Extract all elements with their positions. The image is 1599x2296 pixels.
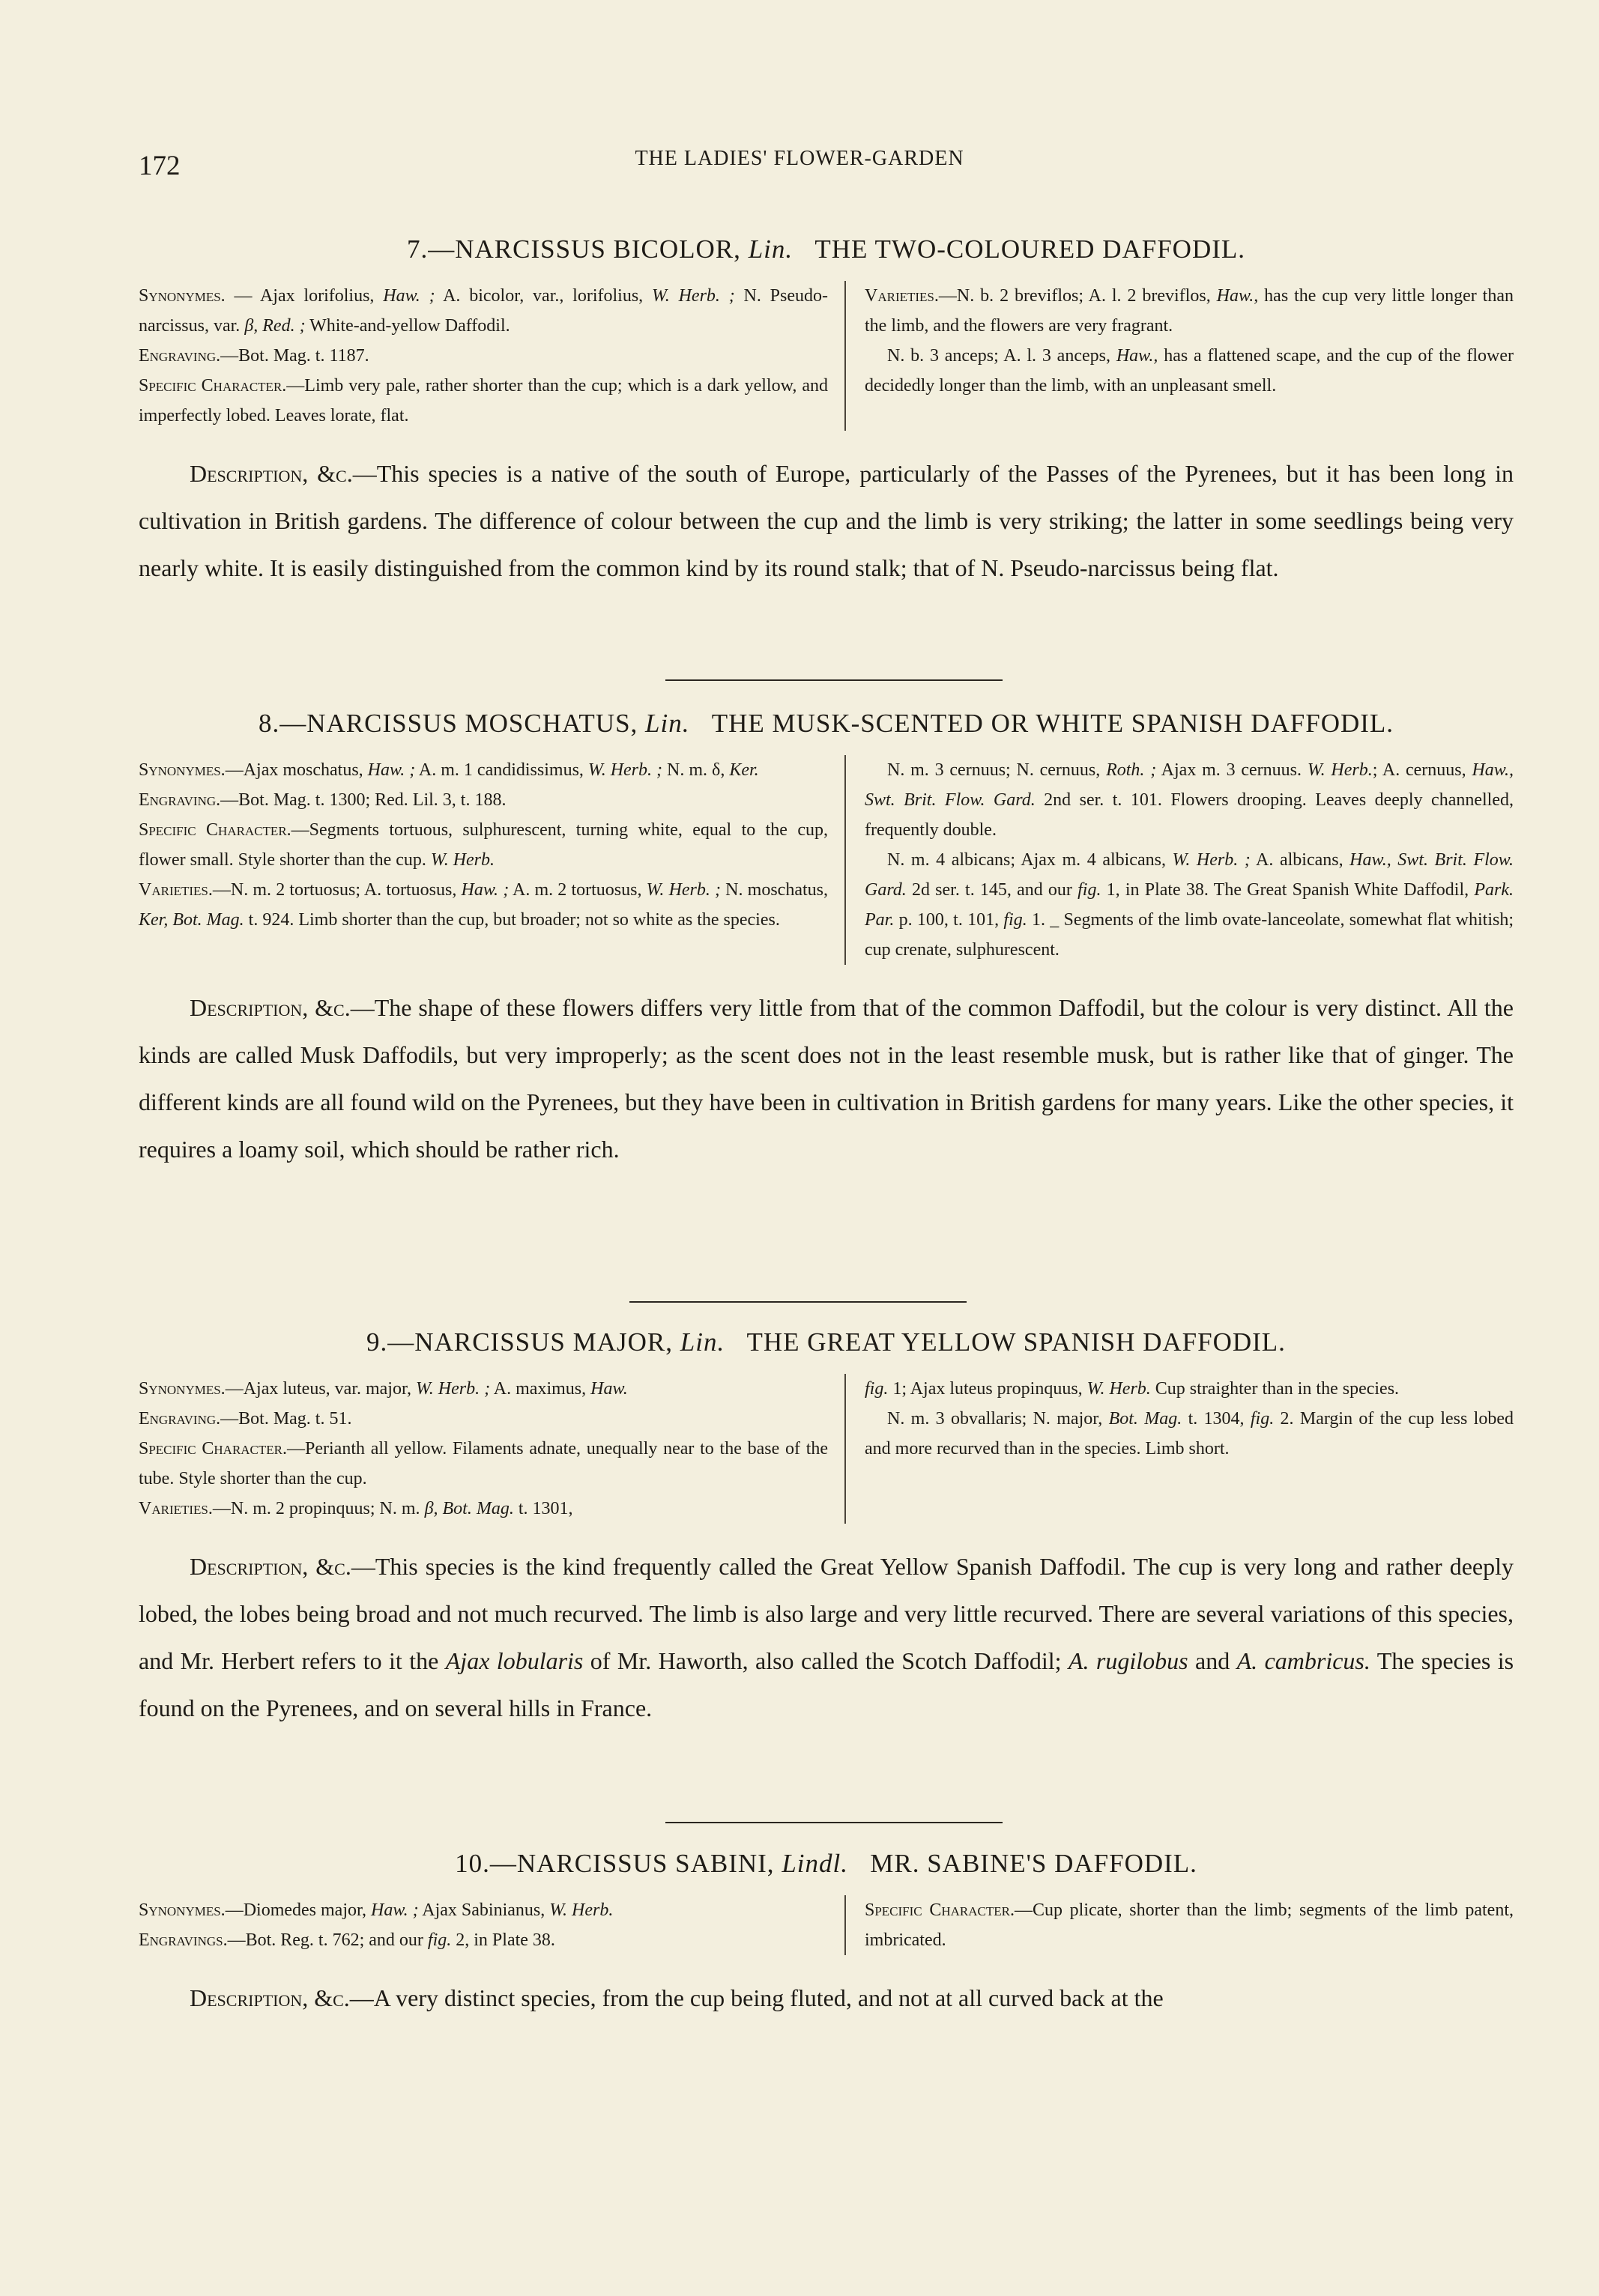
engraving-paragraph: Engraving.—Bot. Mag. t. 1187. (139, 346, 369, 366)
section-narcissus-bicolor (139, 234, 1514, 592)
engravings-paragraph: Engravings.—Bot. Reg. t. 762; and our fig. 2, in Plate 38. (139, 1930, 555, 1950)
synonym-columns (139, 1895, 1514, 1955)
varieties-paragraph: N. m. 4 albicans; Ajax m. 4 albicans, W. Herb. ; A. albicans, Haw., Swt. Brit. Flow. Gard. 2d ser. t. 145, and our fig. 1, in Plate 38. The Great Spanish White Daffodil, Park. Par. p. 100, t. 101, fig. 1. _ Segments of the limb ovate-lanceolate, somewhat flat whitish; cup crenate, sulphurescent. (865, 850, 1514, 960)
section-divider (665, 679, 1003, 681)
right-column (844, 1895, 1514, 1955)
description-paragraph: Description, &c.—The shape of these flowers differs very little from that of the common Daffodil, but the colour is very distinct. All the kinds are called Musk Daffodils, but very improperly; as the scent does not in the least resemble musk, but is rather like that of ginger. The different kinds are all found wild on the Pyrenees, but they have been in cultivation in British gardens for many years. Like the other species, it requires a loamy soil, which should be rather rich. (139, 994, 1514, 1163)
section-narcissus-moschatus (139, 709, 1514, 1173)
right-column (844, 755, 1514, 965)
varieties-paragraph: fig. 1; Ajax luteus propinquus, W. Herb. Cup straighter than in the species. (865, 1379, 1400, 1399)
specific-character-paragraph: Specific Character.—Segments tortuous, sulphurescent, turning white, equal to the cup, flower small. Style shorter than the cup. W. Herb. (139, 820, 828, 870)
varieties-paragraph: N. m. 3 cernuus; N. cernuus, Roth. ; Ajax m. 3 cernuus. W. Herb.; A. cernuus, Haw., Swt. Brit. Flow. Gard. 2nd ser. t. 101. Flowers drooping. Leaves deeply channelled, frequently double. (865, 760, 1514, 840)
left-column (139, 281, 844, 431)
varieties-paragraph: Varieties.—N. m. 2 propinquus; N. m. β, Bot. Mag. t. 1301, (139, 1499, 573, 1518)
section-divider (629, 1301, 967, 1303)
engraving-paragraph: Engraving.—Bot. Mag. t. 1300; Red. Lil. 3, t. 188. (139, 790, 507, 810)
varieties-paragraph: N. m. 3 obvallaris; N. major, Bot. Mag. t. 1304, fig. 2. Margin of the cup less lobed and more recurved than in the species. Limb short. (865, 1409, 1514, 1459)
synonym-columns (139, 755, 1514, 965)
synonymes-paragraph: Synonymes.—Ajax moschatus, Haw. ; A. m. 1 candidissimus, W. Herb. ; N. m. δ, Ker. (139, 760, 759, 780)
specific-character-paragraph: Specific Character.—Perianth all yellow. Filaments adnate, unequally near to the base of the tube. Style shorter than the cup. (139, 1439, 829, 1488)
synonymes-paragraph: Synonymes.—Ajax luteus, var. major, W. Herb. ; A. maximus, Haw. (139, 1379, 628, 1399)
right-column (844, 1374, 1514, 1524)
left-column (139, 1374, 844, 1524)
synonym-columns (139, 1374, 1514, 1524)
section-title: 7.—NARCISSUS BICOLOR, Lin. THE TWO-COLOURED DAFFODIL. (406, 234, 1246, 264)
varieties-paragraph: Varieties.—N. m. 2 tortuosus; A. tortuosus, Haw. ; A. m. 2 tortuosus, W. Herb. ; N. moschatus, Ker, Bot. Mag. t. 924. Limb shorter than the cup, but broader; not so white as the species. (139, 880, 828, 930)
section-narcissus-sabini (139, 1849, 1514, 2022)
varieties-paragraph: N. b. 3 anceps; A. l. 3 anceps, Haw., has a flattened scape, and the cup of the flower decidedly longer than the limb, with an unpleasant smell. (865, 346, 1514, 396)
description-paragraph: Description, &c.—This species is the kind frequently called the Great Yellow Spanish Daffodil. The cup is very long and rather deeply lobed, the lobes being broad and not much recurved. The limb is also large and very little recurved. There are several variations of this species, and Mr. Herbert refers to it the Ajax lobularis of Mr. Haworth, also called the Scotch Daffodil; A. rugilobus and A. cambricus. The species is found on the Pyrenees, and on several hills in France. (139, 1553, 1514, 1721)
synonymes-paragraph: Synonymes.—Diomedes major, Haw. ; Ajax Sabinianus, W. Herb. (139, 1900, 614, 1920)
synonymes-paragraph: Synonymes. — Ajax lorifolius, Haw. ; A. bicolor, var., lorifolius, W. Herb. ; N. Pseudo-narcissus, var. β, Red. ; White-and-yellow Daffodil. (139, 286, 829, 336)
description-paragraph: Description, &c.—A very distinct species, from the cup being fluted, and not at all curved back at the (190, 1984, 1164, 2011)
section-divider (665, 1822, 1003, 1823)
running-title: THE LADIES' FLOWER-GARDEN (635, 147, 964, 170)
varieties-paragraph: Varieties.—N. b. 2 breviflos; A. l. 2 breviflos, Haw., has the cup very little longer than the limb, and the flowers are very fragrant. (865, 286, 1514, 336)
description-paragraph: Description, &c.—This species is a native of the south of Europe, particularly of the Passes of the Pyrenees, but it has been long in cultivation in British gardens. The difference of colour between the cup and the limb is very striking; the latter in some seedlings being very nearly white. It is easily distinguished from the common kind by its round stalk; that of N. Pseudo-narcissus being flat. (139, 460, 1514, 581)
section-title: 9.—NARCISSUS MAJOR, Lin. THE GREAT YELLOW SPANISH DAFFODIL. (366, 1327, 1286, 1357)
left-column (139, 1895, 844, 1955)
specific-character-paragraph: Specific Character.—Cup plicate, shorter than the limb; segments of the limb patent, imbricated. (865, 1900, 1514, 1950)
page-number: 172 (139, 151, 181, 181)
left-column (139, 755, 844, 965)
right-column (844, 281, 1514, 431)
section-title: 8.—NARCISSUS MOSCHATUS, Lin. THE MUSK-SCENTED OR WHITE SPANISH DAFFODIL. (258, 709, 1394, 738)
specific-character-paragraph: Specific Character.—Limb very pale, rather shorter than the cup; which is a dark yellow, and imperfectly lobed. Leaves lorate, flat. (139, 376, 829, 425)
section-narcissus-major (139, 1327, 1514, 1732)
engraving-paragraph: Engraving.—Bot. Mag. t. 51. (139, 1409, 352, 1429)
section-title: 10.—NARCISSUS SABINI, Lindl. MR. SABINE'S DAFFODIL. (455, 1849, 1197, 1878)
synonym-columns (139, 281, 1514, 431)
